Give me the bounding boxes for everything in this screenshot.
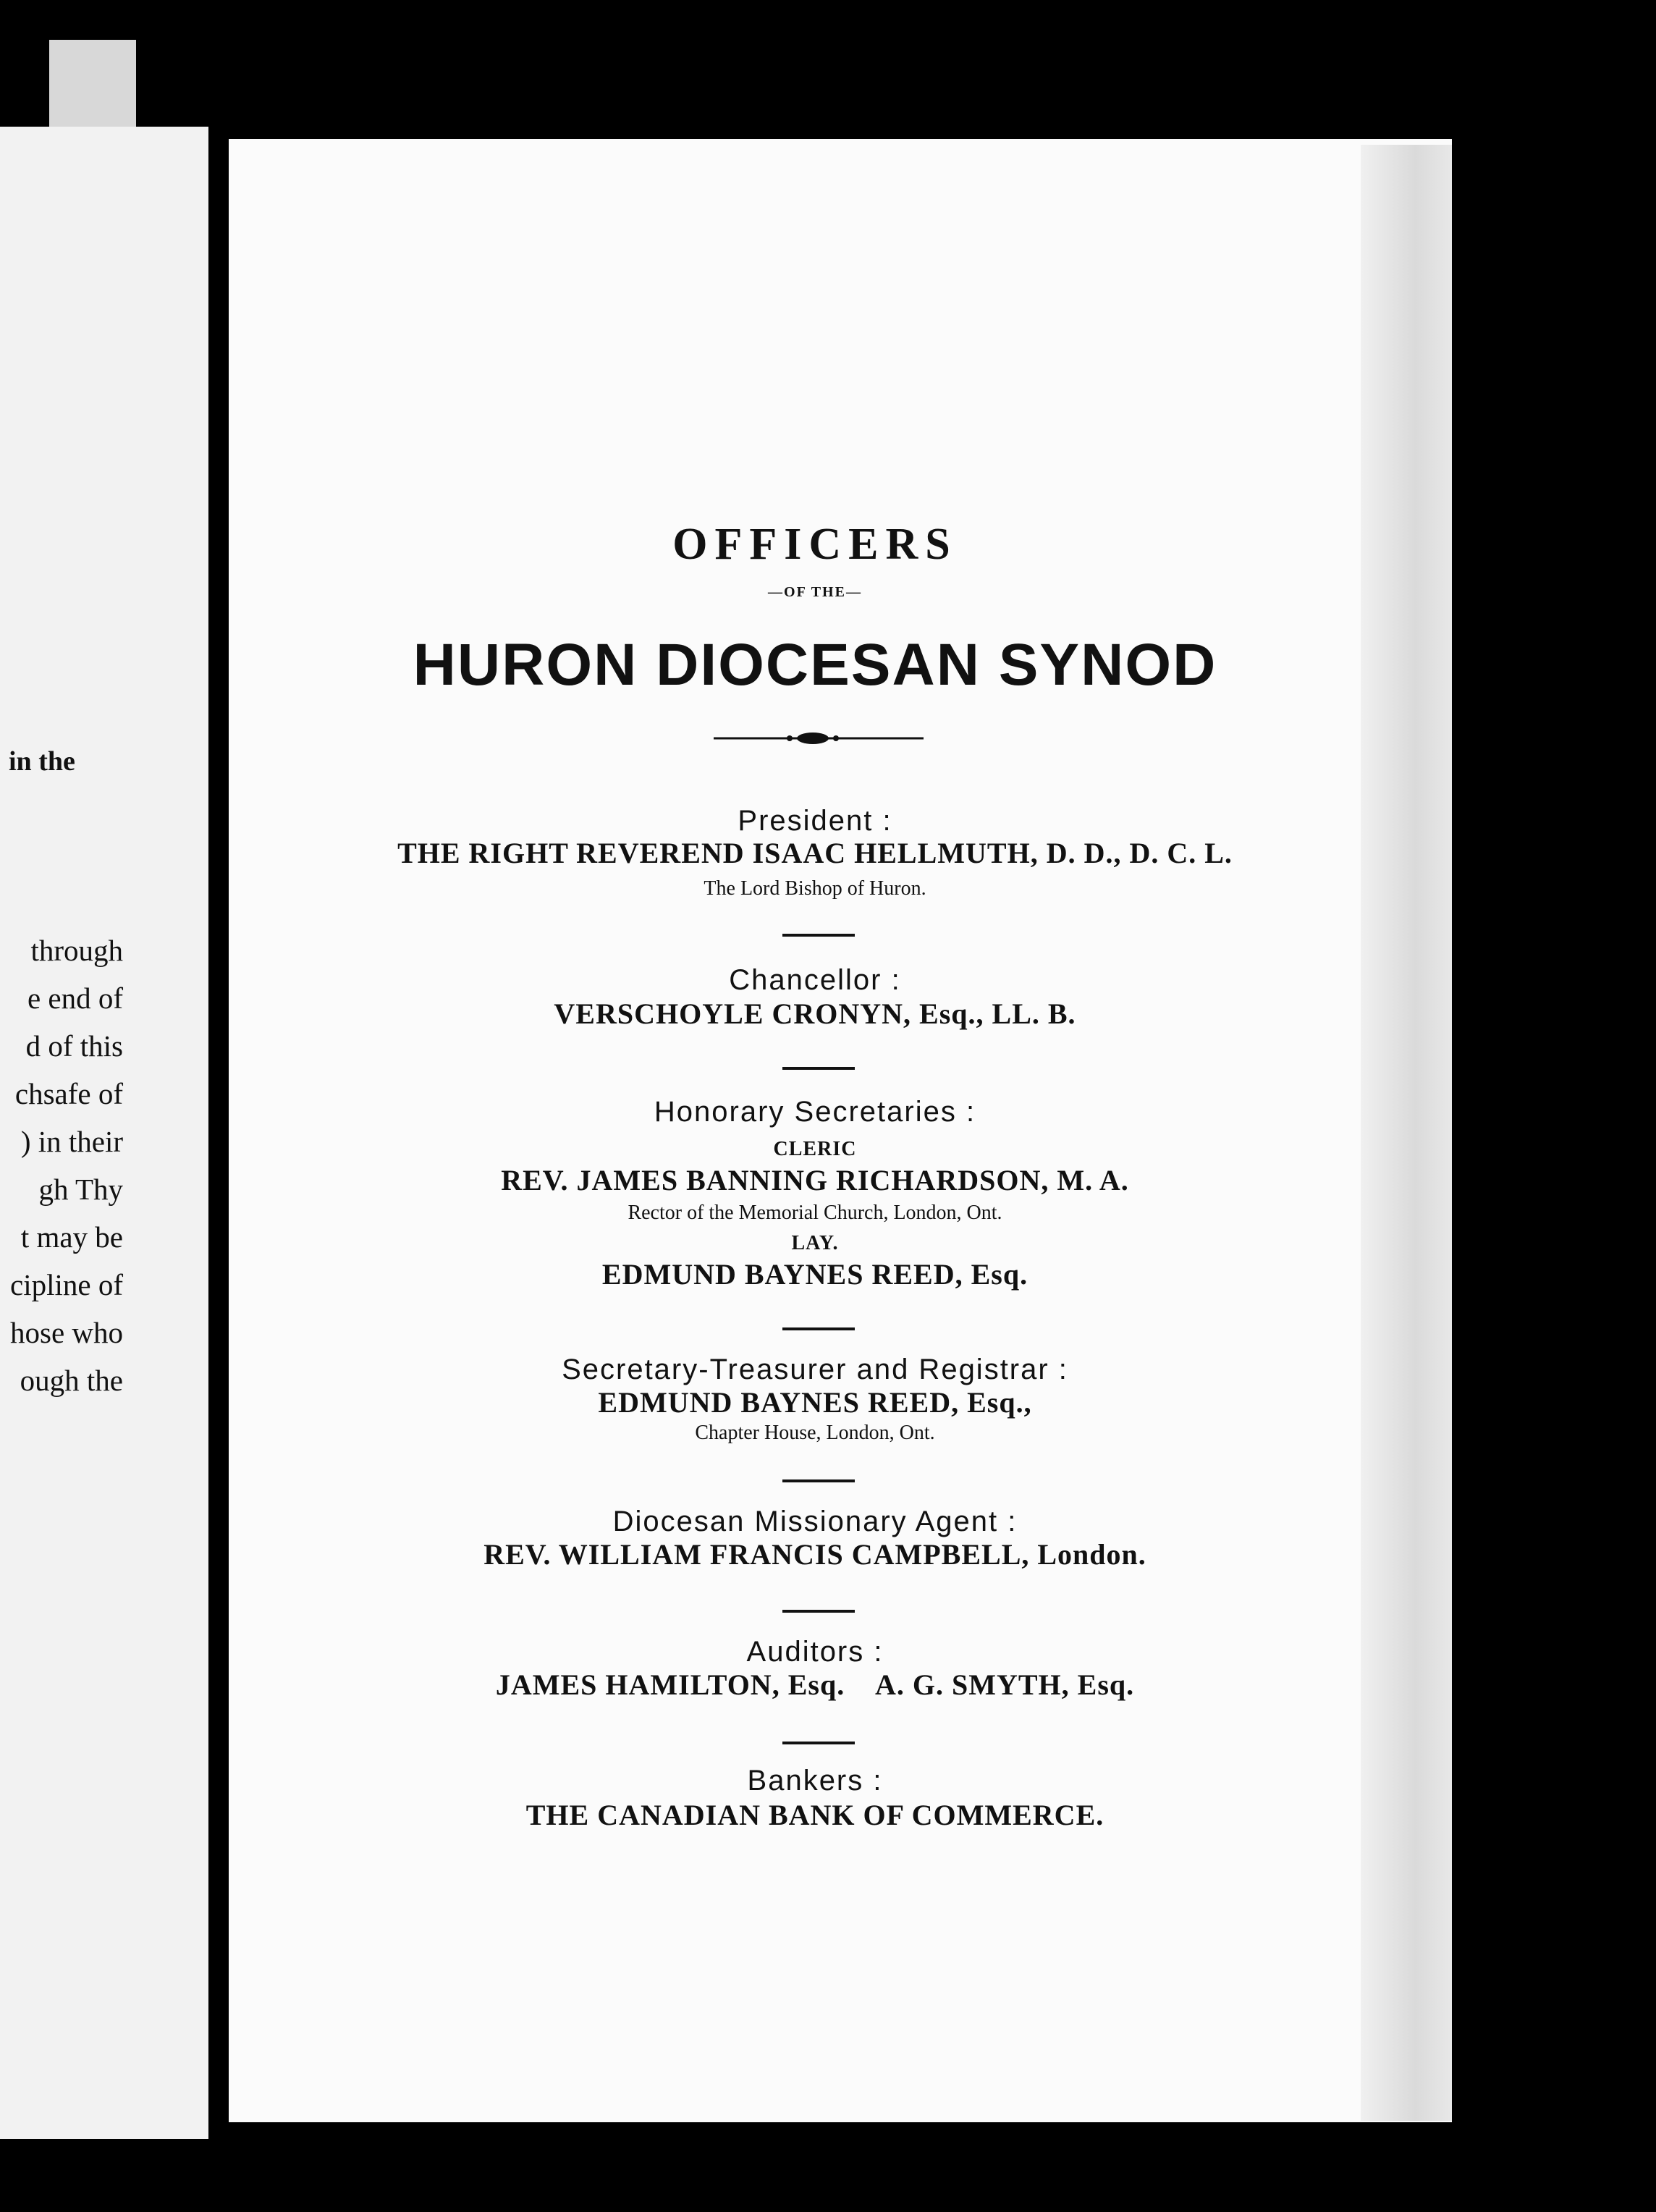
left-page-text	[0, 926, 123, 1404]
president-heading: President :	[738, 805, 892, 837]
auditors-names: JAMES HAMILTON, Esq. A. G. SMYTH, Esq.	[495, 1668, 1135, 1701]
left-line: ) in their	[20, 1125, 123, 1158]
officers-heading: OFFICERS	[672, 520, 958, 569]
synod-title: HURON DIOCESAN SYNOD	[413, 632, 1217, 698]
section-rule	[782, 1610, 855, 1613]
lay-label: LAY.	[791, 1232, 839, 1254]
bankers-heading: Bankers :	[747, 1765, 883, 1797]
left-line: d of this	[25, 1029, 123, 1063]
auditors-heading: Auditors :	[746, 1636, 884, 1668]
cleric-label: CLERIC	[773, 1138, 857, 1160]
president-title: The Lord Bishop of Huron.	[704, 877, 926, 900]
left-line: gh Thy	[38, 1173, 123, 1206]
chancellor-heading: Chancellor :	[729, 964, 901, 996]
book-spine	[208, 123, 229, 2135]
section-rule	[782, 1479, 855, 1482]
cleric-title: Rector of the Memorial Church, London, Ont.	[628, 1202, 1002, 1224]
secretary-treasurer-address: Chapter House, London, Ont.	[695, 1422, 935, 1444]
left-line: e end of	[27, 982, 123, 1015]
missionary-agent-name: REV. WILLIAM FRANCIS CAMPBELL, London.	[483, 1538, 1146, 1571]
section-rule	[782, 1067, 855, 1070]
left-line: through	[30, 934, 123, 967]
cleric-name: REV. JAMES BANNING RICHARDSON, M. A.	[501, 1164, 1129, 1196]
section-rule	[782, 1742, 855, 1744]
page-tab	[49, 40, 136, 127]
section-rule	[782, 934, 855, 937]
bankers-name: THE CANADIAN BANK OF COMMERCE.	[525, 1799, 1104, 1831]
left-line: cipline of	[10, 1268, 123, 1301]
chancellor-name: VERSCHOYLE CRONYN, Esq., LL. B.	[554, 997, 1076, 1030]
honorary-secretaries-heading: Honorary Secretaries :	[654, 1096, 976, 1128]
section-rule	[782, 1327, 855, 1330]
missionary-agent-heading: Diocesan Missionary Agent :	[612, 1506, 1018, 1537]
of-the-heading: —OF THE—	[768, 584, 862, 600]
left-line: chsafe of	[14, 1077, 123, 1110]
ornament-divider	[714, 731, 924, 746]
secretary-treasurer-heading: Secretary-Treasurer and Registrar :	[562, 1354, 1068, 1385]
left-line: ough the	[20, 1364, 123, 1397]
lay-name: EDMUND BAYNES REED, Esq.	[601, 1258, 1028, 1291]
left-line: hose who	[9, 1316, 123, 1349]
left-line: t may be	[20, 1220, 123, 1254]
secretary-treasurer-name: EDMUND BAYNES REED, Esq.,	[598, 1386, 1032, 1419]
left-page-fragment: in the	[9, 746, 75, 777]
president-name: THE RIGHT REVEREND ISAAC HELLMUTH, D. D., D. C. L.	[397, 837, 1233, 869]
